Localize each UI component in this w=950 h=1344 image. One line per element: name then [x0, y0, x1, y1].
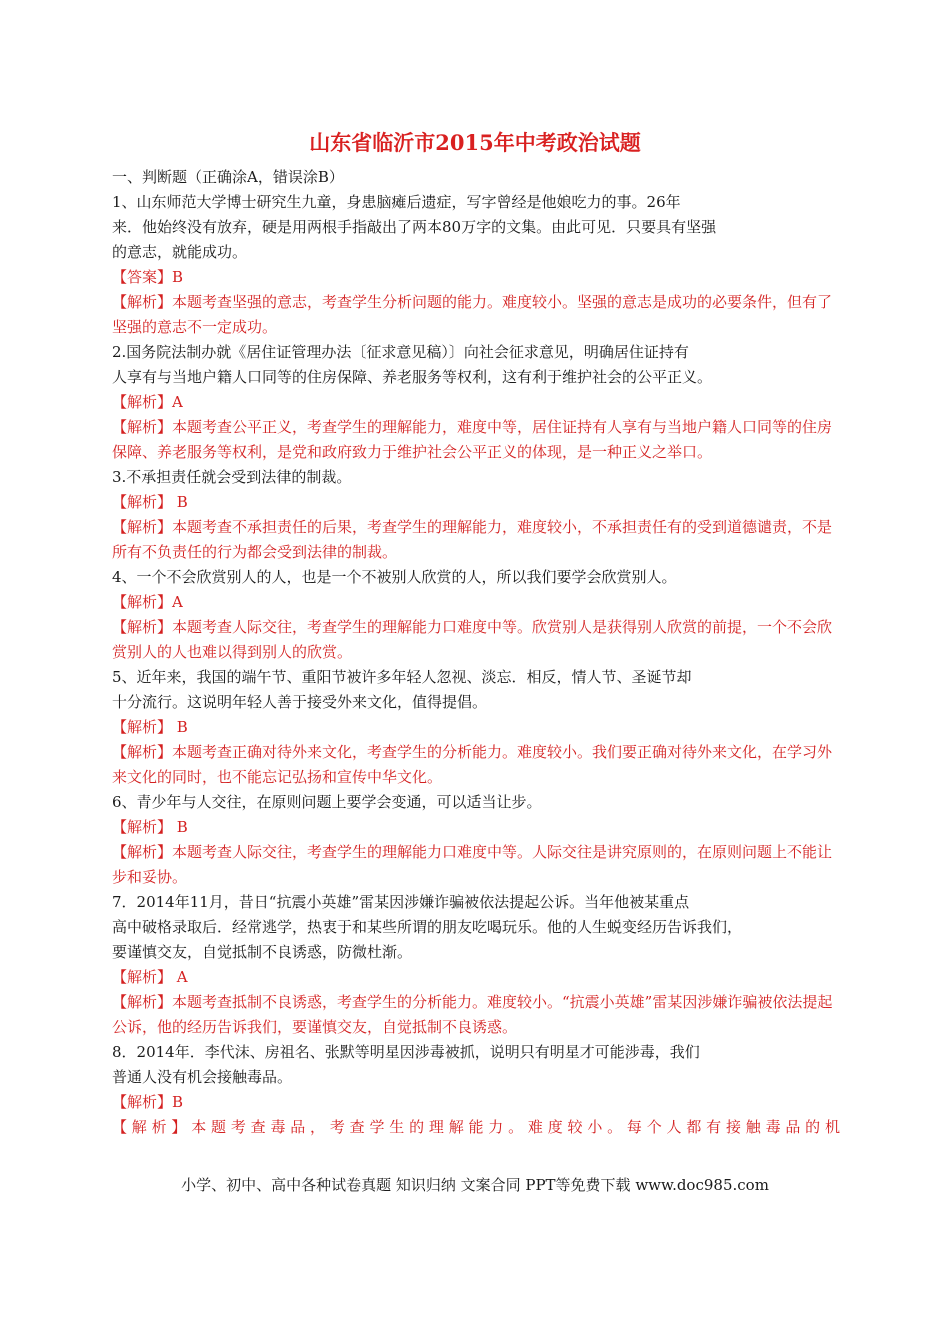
footer-download-note: 小学、初中、高中各种试卷真题 知识归纳 文案合同 PPT等免费下载 www.doc985.com [181, 1176, 769, 1194]
question-7-analysis: 【解析】本题考查抵制不良诱惑，考查学生的分析能力。难度较小。“抗震小英雄”雷某因涉嫌诈骗被依法提起公诉，他的经历告诉我们，要谨慎交友，自觉抵制不良诱惑。 [112, 993, 833, 1036]
question-4-line-1: 4、一个不会欣赏别人的人，也是一个不被别人欣赏的人，所以我们要学会欣赏别人。 [112, 568, 677, 586]
question-1-line-2: 来．他始终没有放弃，硬是用两根手指敲出了两本80万字的文集。由此可见．只要具有坚强 [112, 218, 717, 236]
question-7-line-1: 7．2014年11月，昔日“抗震小英雄”雷某因涉嫌诈骗被依法提起公诉。当年他被某重点 [112, 893, 690, 911]
question-8-answer: 【解析】B [112, 1093, 184, 1111]
question-4-answer: 【解析】A [112, 593, 183, 611]
question-content [112, 165, 842, 1140]
question-6-line-1: 6、青少年与人交往，在原则问题上要学会变通，可以适当让步。 [112, 793, 542, 811]
question-1-analysis: 【解析】本题考查坚强的意志，考查学生分析问题的能力。难度较小。坚强的意志是成功的必要条件，但有了坚强的意志不一定成功。 [112, 293, 833, 336]
question-1-answer: 【答案】B [112, 268, 184, 286]
question-8-line-2: 普通人没有机会接触毒品。 [112, 1068, 293, 1086]
question-8-line-1: 8．2014年．李代沫、房祖名、张默等明星因涉毒被抓，说明只有明星才可能涉毒，我们 [112, 1043, 700, 1061]
question-5-answer: 【解析】 B [112, 718, 188, 736]
question-5-analysis: 【解析】本题考查正确对待外来文化，考查学生的分析能力。难度较小。我们要正确对待外来文化，在学习外来文化的同时，也不能忘记弘扬和宣传中华文化。 [112, 743, 833, 786]
question-1-line-3: 的意志，就能成功。 [112, 243, 248, 261]
question-5-line-2: 十分流行。这说明年轻人善于接受外来文化，值得提倡。 [112, 693, 488, 711]
question-7-line-3: 要谨慎交友，自觉抵制不良诱惑，防微杜渐。 [112, 943, 413, 961]
question-7-line-2: 高中破格录取后．经常逃学，热衷于和某些所谓的朋友吃喝玩乐。他的人生蜕变经历告诉我们， [112, 918, 743, 936]
page-title: 山东省临沂市2015年中考政治试题 [309, 130, 641, 155]
question-5-line-1: 5、近年来，我国的端午节、重阳节被许多年轻人忽视、淡忘．相反，情人节、圣诞节却 [112, 668, 692, 686]
question-2-answer: 【解析】A [112, 393, 183, 411]
question-6-analysis: 【解析】本题考查人际交往，考查学生的理解能力口难度中等。人际交往是讲究原则的，在原则问题上不能让步和妥协。 [112, 843, 833, 886]
question-4-analysis: 【解析】本题考查人际交往，考查学生的理解能力口难度中等。欣赏别人是获得别人欣赏的前提，一个不会欣赏别人的人也难以得到别人的欣赏。 [112, 618, 833, 661]
question-1-line-1: 1、山东师范大学博士研究生九童，身患脑瘫后遗症，写字曾经是他娘吃力的事。26年 [112, 193, 681, 211]
question-3-analysis: 【解析】本题考查不承担责任的后果，考查学生的理解能力，难度较小，不承担责任有的受到道德谴责，不是所有不负责任的行为都会受到法律的制裁。 [112, 518, 833, 561]
question-2-line-1: 2.国务院法制办就《居住证管理办法〔征求意见稿）〕向社会征求意见，明确居住证持有 [112, 343, 689, 361]
question-8-analysis: 【解析】本题考查毒品，考查学生的理解能力。难度较小。每个人都有接触毒品的机 [112, 1118, 842, 1136]
question-7-answer: 【解析】 A [112, 968, 188, 986]
question-2-analysis: 【解析】本题考查公平正义，考查学生的理解能力，难度中等，居住证持有人享有与当地户籍人口同等的住房保障、养老服务等权利，是党和政府致力于维护社会公平正义的体现，是一种正义之举口。 [112, 418, 833, 461]
section-heading: 一、判断题（正确涂A，错误涂B） [112, 168, 344, 186]
question-3-line-1: 3.不承担责任就会受到法律的制裁。 [112, 468, 352, 486]
question-2-line-2: 人享有与当地户籍人口同等的住房保障、养老服务等权利，这有利于维护社会的公平正义。 [112, 368, 713, 386]
question-6-answer: 【解析】 B [112, 818, 188, 836]
question-3-answer: 【解析】 B [112, 493, 188, 511]
